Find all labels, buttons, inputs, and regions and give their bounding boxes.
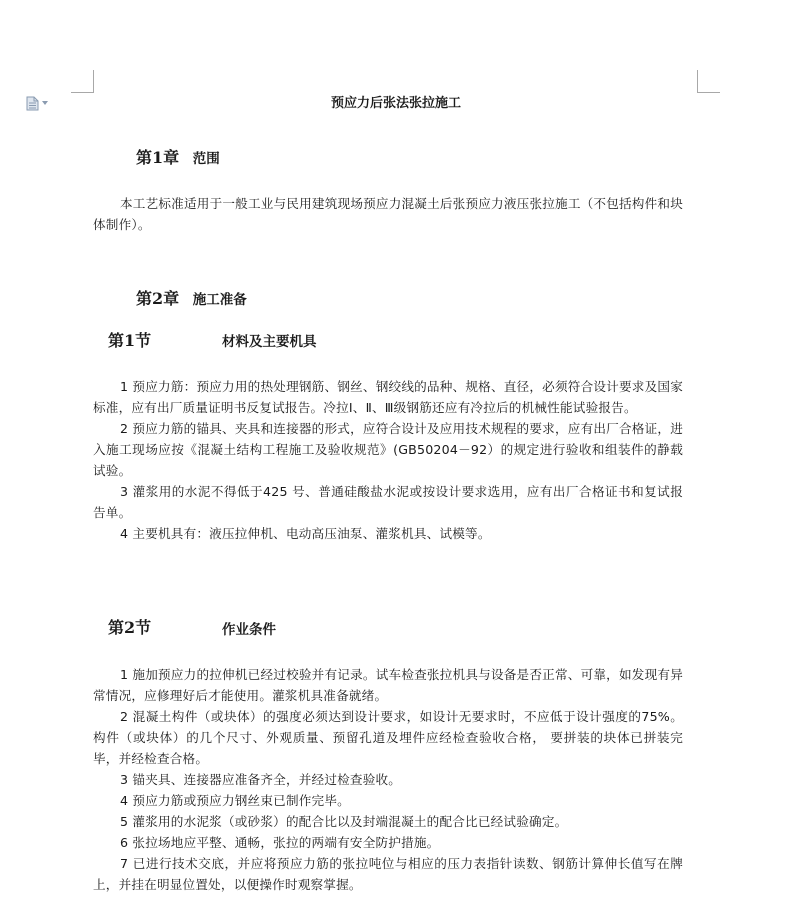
list-item: 7 已进行技术交底，并应将预应力筋的张拉吨位与相应的压力表指针读数、钢筋计算伸长值写在牌上，并挂在明显位置处，以便操作时观察掌握。	[93, 856, 683, 892]
list-item: 3 灌浆用的水泥不得低于425 号、普通硅酸盐水泥或按设计要求选用，应有出厂合格证书和复试报告单。	[93, 484, 683, 520]
chapter-2-number: 第2章	[136, 289, 180, 308]
chapter-2-heading	[136, 286, 247, 309]
chapter-1-paragraph: 本工艺标准适用于一般工业与民用建筑现场预应力混凝土后张预应力液压张拉施工（不包括构件和块体制作）。	[93, 196, 683, 232]
section-1-number: 第1节	[108, 331, 152, 350]
chapter-1-number: 第1章	[136, 148, 180, 167]
section-2-number: 第2节	[108, 618, 152, 637]
page-margin-mark-top-right	[697, 70, 720, 93]
list-item: 2 混凝土构件（或块体）的强度必须达到设计要求，如设计无要求时，不应低于设计强度的75%。构件（或块体）的几个尺寸、外观质量、预留孔道及埋件应经检查验收合格， 要拼装的块体已拼装完毕，并经检查合格。	[93, 709, 683, 766]
section-1-title: 材料及主要机具	[222, 334, 317, 350]
chapter-1-title: 范围	[192, 151, 220, 167]
section-2-title: 作业条件	[222, 622, 276, 638]
list-item: 2 预应力筋的锚具、夹具和连接器的形式，应符合设计及应用技术规程的要求，应有出厂合格证，进入施工现场应按《混凝土结构工程施工及验收规范》(GB50204－92）的规定进行验收和组装件的静载试验。	[93, 421, 683, 478]
list-item: 3 锚夹具、连接器应准备齐全，并经过检查验收。	[120, 772, 402, 787]
list-item: 4 主要机具有：液压拉伸机、电动高压油泵、灌浆机具、试模等。	[120, 526, 491, 541]
page-margin-mark-top-left	[71, 70, 94, 93]
chapter-1-heading	[136, 145, 220, 168]
list-item: 5 灌浆用的水泥浆（或砂浆）的配合比以及封端混凝土的配合比已经试验确定。	[120, 814, 568, 829]
section-1-list	[93, 376, 683, 544]
chapter-2-title: 施工准备	[192, 292, 247, 308]
list-item: 1 施加预应力的拉伸机已经过校验并有记录。试车检查张拉机具与设备是否正常、可靠，如发现有异常情况，应修理好后才能使用。灌浆机具准备就绪。	[93, 667, 683, 703]
list-item: 4 预应力筋或预应力钢丝束已制作完毕。	[120, 793, 350, 808]
list-item: 1 预应力筋：预应力用的热处理钢筋、钢丝、钢绞线的品种、规格、直径，必须符合设计要求及国家标准，应有出厂质量证明书反复试报告。冷拉Ⅰ、Ⅱ、Ⅲ级钢筋还应有冷拉后的机械性能试验报告。	[93, 379, 683, 415]
document-title: 预应力后张法张拉施工	[330, 96, 461, 111]
section-2-list	[93, 664, 683, 895]
list-item: 6 张拉场地应平整、通畅，张拉的两端有安全防护措施。	[120, 835, 440, 850]
